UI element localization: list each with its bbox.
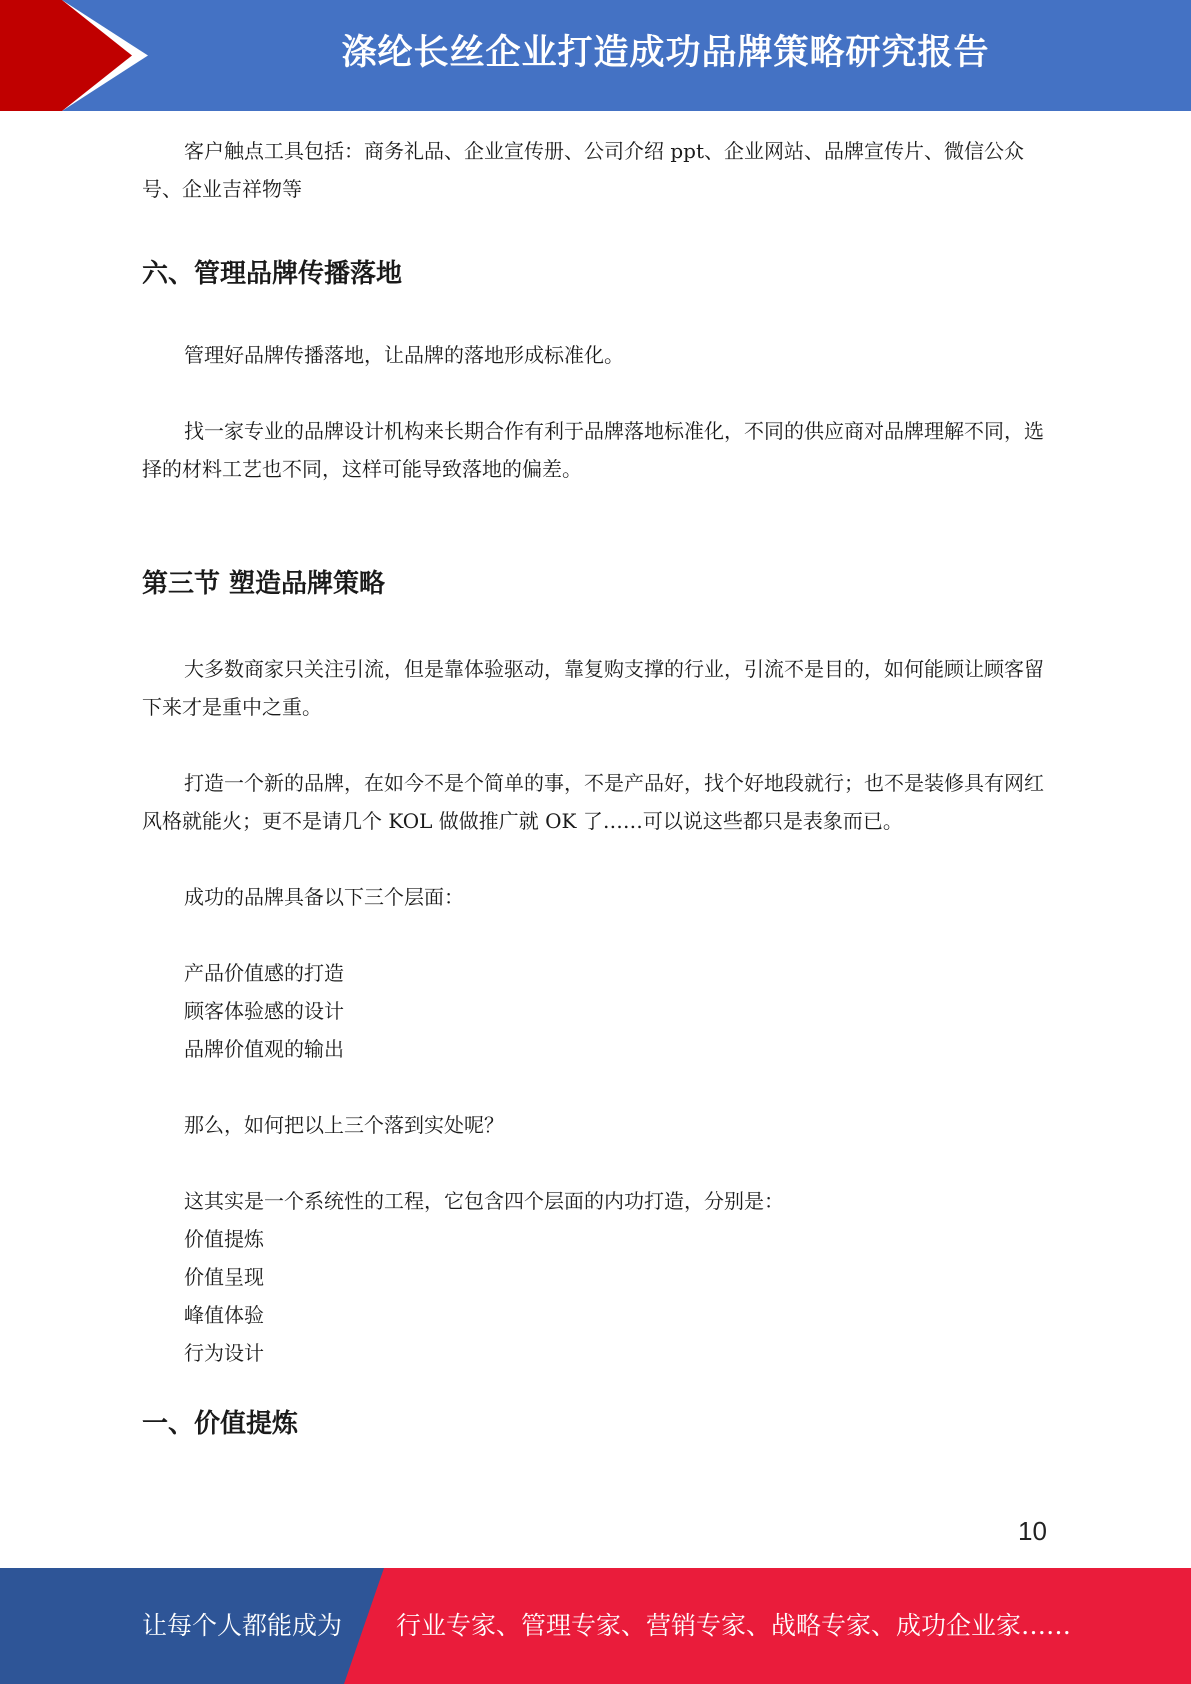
paragraph-touchpoint-tools: 客户触点工具包括：商务礼品、企业宣传册、公司介绍 ppt、企业网站、品牌宣传片、微信公众号、企业吉祥物等 bbox=[142, 139, 1024, 201]
paragraph-standardization: 管理好品牌传播落地，让品牌的落地形成标准化。 bbox=[184, 343, 624, 367]
list-item: 行为设计 bbox=[184, 1341, 264, 1365]
section-heading-value-extraction: 一、价值提炼 bbox=[142, 1409, 299, 1439]
list-item: 价值呈现 bbox=[184, 1265, 264, 1289]
footer-slogan-right: 行业专家、管理专家、营销专家、战略专家、成功企业家…… bbox=[396, 1611, 1072, 1640]
header-arrow-decoration bbox=[0, 0, 160, 111]
paragraph-new-brand: 打造一个新的品牌，在如今不是个简单的事，不是产品好，找个好地段就行；也不是装修具有网红风格就能火；更不是请几个 KOL 做做推广就 OK 了……可以说这些都只是表象而已。 bbox=[142, 771, 1044, 833]
list-item: 顾客体验感的设计 bbox=[184, 999, 344, 1023]
list-item: 价值提炼 bbox=[184, 1227, 264, 1251]
page-number: 10 bbox=[1018, 1516, 1047, 1546]
list-three-levels bbox=[142, 954, 1048, 1068]
list-item: 品牌价值观的输出 bbox=[184, 1037, 344, 1061]
paragraph-four-levels: 这其实是一个系统性的工程，它包含四个层面的内功打造，分别是： bbox=[184, 1189, 784, 1213]
header-banner bbox=[0, 0, 1191, 111]
section-heading-brand-strategy: 第三节 塑造品牌策略 bbox=[142, 569, 386, 599]
document-body bbox=[142, 132, 1048, 1444]
list-four-levels bbox=[142, 1220, 1048, 1372]
section-heading-brand-landing: 六、管理品牌传播落地 bbox=[142, 259, 403, 289]
footer-slogan-left: 让每个人都能成为 bbox=[142, 1611, 343, 1640]
list-item: 峰值体验 bbox=[184, 1303, 264, 1327]
paragraph-question: 那么，如何把以上三个落到实处呢？ bbox=[184, 1113, 504, 1137]
paragraph-three-levels: 成功的品牌具备以下三个层面： bbox=[184, 885, 464, 909]
paragraph-traffic: 大多数商家只关注引流，但是靠体验驱动，靠复购支撑的行业，引流不是目的，如何能顾让顾客留下来才是重中之重。 bbox=[142, 657, 1044, 719]
list-item: 产品价值感的打造 bbox=[184, 961, 344, 985]
paragraph-design-agency: 找一家专业的品牌设计机构来长期合作有利于品牌落地标准化，不同的供应商对品牌理解不同，选择的材料工艺也不同，这样可能导致落地的偏差。 bbox=[142, 419, 1044, 481]
report-title: 涤纶长丝企业打造成功品牌策略研究报告 bbox=[341, 33, 990, 73]
footer-banner bbox=[0, 1568, 1191, 1684]
